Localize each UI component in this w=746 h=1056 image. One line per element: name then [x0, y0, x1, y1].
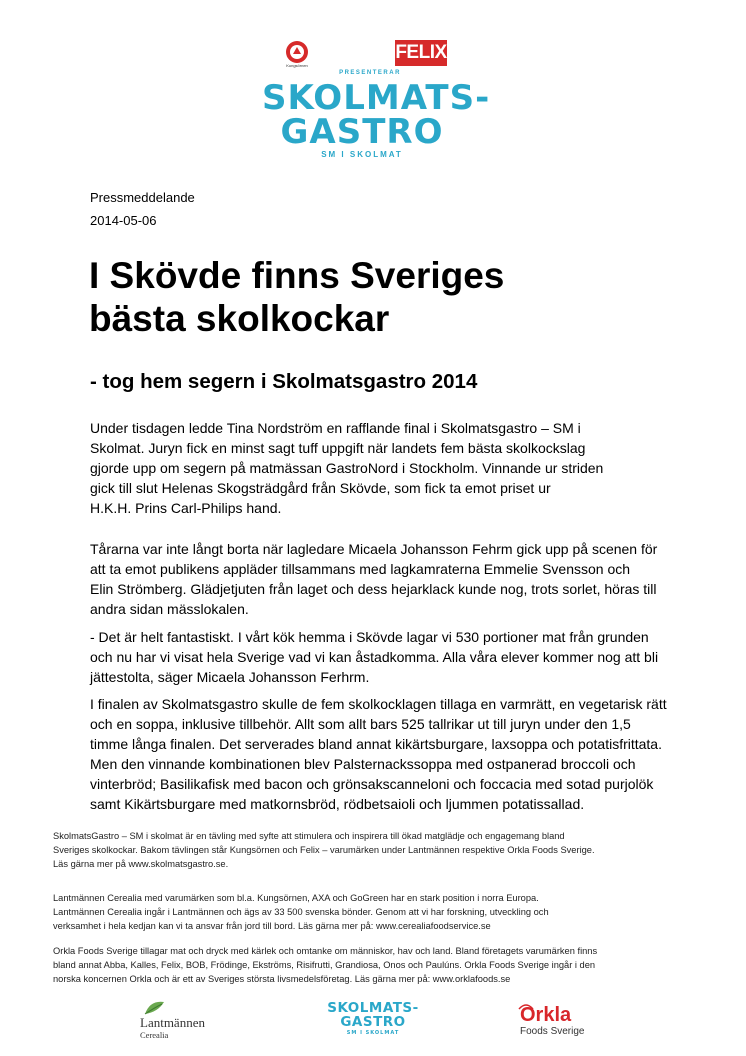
- skolmatsgastro-logo-line2: GASTRO: [280, 112, 444, 152]
- paragraph-line: I finalen av Skolmatsgastro skulle de fem skolkocklagen tillaga en varmrätt, en vegetarisk rätt: [90, 696, 667, 712]
- paragraph-2: [90, 539, 660, 619]
- footer-line: Lantmännen Cerealia ingår i Lantmännen och ägs av 33 500 svenska bönder. Genom att vi har forskning, utveckling och: [53, 906, 549, 917]
- footer-line: norska koncernen Orkla och är ett av Sveriges största livsmedelsföretag. Läs gärna mer på: www.orklafoods.se: [53, 973, 511, 984]
- kungsornen-logo-icon: [284, 40, 310, 68]
- footer-line: Orkla Foods Sverige tillagar mat och dryck med kärlek och omtanke om människor, hav och land. Bland företagets varumärken finns: [53, 946, 598, 956]
- paragraph-line: H.K.H. Prins Carl-Philips hand.: [90, 500, 282, 516]
- press-release-date: 2014-05-06: [90, 213, 157, 228]
- lantmannen-logo-subtitle: Cerealia: [140, 1030, 169, 1040]
- paragraph-line: vinterbröd; Basilikafisk med bacon och grönsakscanneloni och foccacia med sotad purjolök: [90, 776, 654, 792]
- footer-about-lantmannen: [53, 892, 713, 933]
- paragraph-line: Skolmat. Juryn fick en minst sagt tuff uppgift när landets fem bästa skolkockslag: [90, 440, 586, 456]
- paragraph-line: Men den vinnande kombinationen blev Palsternackssoppa med ostpanerad broccoli och: [90, 756, 636, 772]
- paragraph-line: jättestolta, säger Micaela Johansson Ferhrm.: [90, 669, 370, 685]
- footer-line: Lantmännen Cerealia med varumärken som bl.a. Kungsörnen, AXA och GoGreen har en stark position i norra Europa.: [53, 893, 539, 903]
- lantmannen-logo-text: Lantmännen: [140, 1015, 205, 1030]
- headline-line-1: I Skövde finns Sveriges: [89, 255, 505, 296]
- headline-line-2: bästa skolkockar: [89, 298, 390, 339]
- paragraph-line: Tårarna var inte långt borta när lagledare Micaela Johansson Fehrm gick upp på scenen för: [90, 541, 658, 557]
- footer-skolmatsgastro-line1: SKOLMATS-: [327, 1000, 419, 1016]
- kungsornen-logo-text: Kungsörnen: [286, 63, 308, 68]
- press-release-label: Pressmeddelande: [90, 190, 195, 205]
- footer-skolmatsgastro-line2: GASTRO: [340, 1014, 406, 1030]
- footer-line: bland annat Abba, Kalles, Felix, BOB, Frödinge, Ekströms, Risifrutti, Grandiosa, Onos och Paulúns. Orkla Foods Sverige ingår i den: [53, 959, 596, 970]
- footer-about-orkla: [53, 945, 713, 986]
- skolmatsgastro-logo-line1: SKOLMATS-: [262, 78, 491, 118]
- paragraph-line: att ta emot publikens appläder tillsammans med lagkamraterna Emmelie Svensson och: [90, 561, 631, 577]
- paragraph-line: andra sidan mässlokalen.: [90, 601, 249, 617]
- paragraph-line: - Det är helt fantastiskt. I vårt kök hemma i Skövde lagar vi 530 portioner mat från grunden: [90, 629, 649, 645]
- presenterar-label: PRESENTERAR: [339, 70, 401, 76]
- footer-line: Sveriges skolkockar. Bakom tävlingen står Kungsörnen och Felix – varumärken under Lantmännen respektive Orkla Foods Sverige.: [53, 844, 595, 855]
- paragraph-4: [90, 694, 667, 814]
- footer-line: Läs gärna mer på www.skolmatsgastro.se.: [53, 858, 229, 869]
- footer-line: verksamhet i hela kedjan kan vi ta ansvar från jord till bord. Läs gärna mer på: www.cerealiafoodservice.se: [53, 920, 491, 931]
- paragraph-line: Under tisdagen ledde Tina Nordström en rafflande final i Skolmatsgastro – SM i: [90, 420, 581, 436]
- felix-logo: FELIX: [395, 40, 447, 66]
- paragraph-line: samt Kikärtsburgare med matkornsbröd, rödbetsaioli och ljummen potatissallad.: [90, 796, 585, 812]
- paragraph-3: [90, 627, 660, 687]
- paragraph-line: Elin Strömberg. Glädjetjuten från laget och dess hejarklack kunde nog, trots sorlet, höras till: [90, 581, 657, 597]
- orkla-logo-text: Orkla: [520, 1004, 572, 1026]
- paragraph-line: och en soppa, inklusive tillbehör. Allt som allt bars 525 tallrikar ut till juryn under den 1,5: [90, 716, 631, 732]
- paragraph-line: gjorde upp om segern på matmässan GastroNord i Stockholm. Vinnande ur striden: [90, 460, 604, 476]
- footer-about-skolmatsgastro: [53, 830, 713, 871]
- footer-line: SkolmatsGastro – SM i skolmat är en tävling med syfte att stimulera och inspirera till ökad matglädje och engagemang bland: [53, 831, 565, 841]
- paragraph-line: gick till slut Helenas Skogsträdgård från Skövde, som fick ta emot priset ur: [90, 480, 551, 496]
- paragraph-line: och nu har vi visat hela Sverige vad vi kan åstadkomma. Alla våra elever kommer nog att bli: [90, 649, 659, 665]
- headline: [89, 254, 689, 340]
- subheadline: - tog hem segern i Skolmatsgastro 2014: [90, 370, 478, 393]
- paragraph-line: timme långa finalen. Det serverades bland annat kikärtsburgare, laxsoppa och potatisfrittata.: [90, 736, 662, 752]
- footer-skolmatsgastro-subtitle: SM I SKOLMAT: [346, 1030, 400, 1036]
- paragraph-1: [90, 418, 660, 518]
- skolmatsgastro-logo-subtitle: SM I SKOLMAT: [321, 150, 403, 159]
- orkla-logo-subtitle: Foods Sverige: [520, 1026, 585, 1037]
